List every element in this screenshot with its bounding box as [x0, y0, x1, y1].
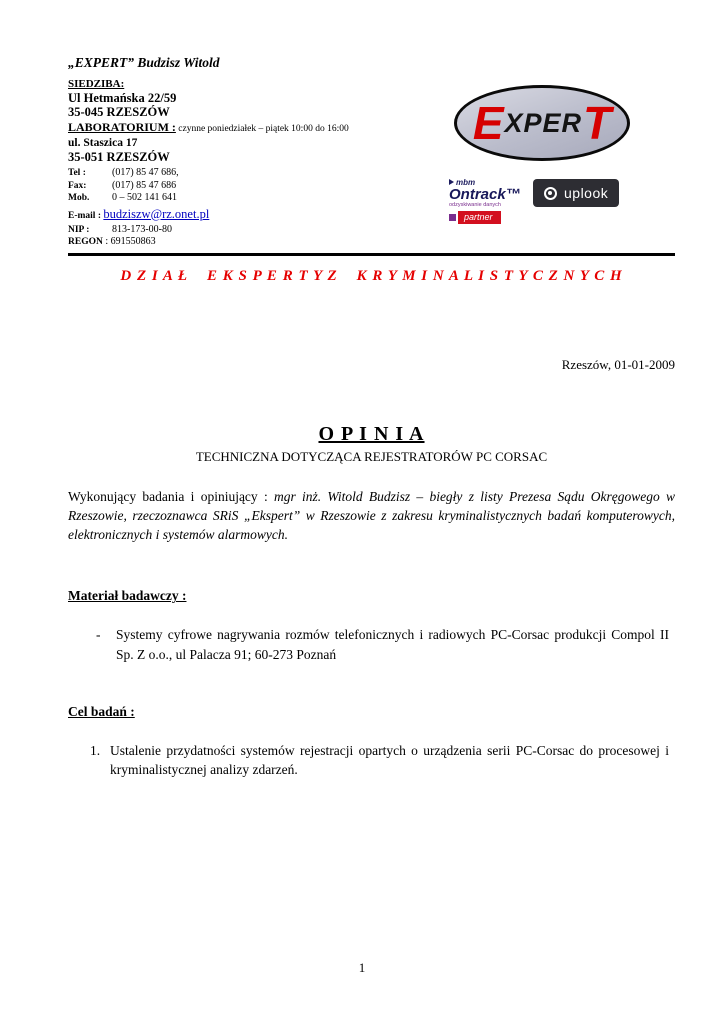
- intro-lead: Wykonujący badania i opiniujący :: [68, 489, 274, 504]
- regon-label: REGON: [68, 236, 103, 247]
- ontrack-wordmark: Ontrack™: [449, 186, 521, 203]
- address-line-2: 35-045 RZESZÓW: [68, 105, 170, 119]
- section-heading-goal: Cel badań :: [68, 703, 135, 719]
- list-item: [68, 625, 675, 663]
- laboratory-hours: czynne poniedziałek – piątek 10:00 do 16:00: [175, 124, 349, 134]
- list-item-text: Systemy cyfrowe nagrywania rozmów telefonicznych i radiowych PC-Corsac produkcji Compol II Sp. Z o.o., ul Palacza 91; 60-273 Poznań: [116, 627, 669, 662]
- list-item: [68, 741, 675, 779]
- fax-value: (017) 85 47 686: [112, 179, 177, 191]
- lab-address-line-2: 35-051 RZESZÓW: [68, 150, 170, 164]
- list-item-text: Ustalenie przydatności systemów rejestracji opartych o urządzenia serii PC-Corsac do procesowej i kryminalistycznej analizy zdarzeń.: [110, 742, 669, 777]
- partner-square-icon: [449, 214, 456, 221]
- list-marker: -: [96, 627, 101, 643]
- company-name: „EXPERT” Budzisz Witold: [68, 55, 220, 70]
- regon-row: [68, 236, 398, 248]
- uplook-logo: [533, 179, 619, 207]
- laboratory-label: LABORATORIUM :: [68, 120, 176, 134]
- expert-logo-letter-e: E: [472, 97, 504, 149]
- tel-label: Tel :: [68, 168, 86, 178]
- partner-label: partner: [458, 211, 501, 224]
- expert-logo-letters-xper: XPER: [504, 107, 583, 138]
- tel-row: [68, 167, 398, 180]
- fax-label: Fax:: [68, 180, 87, 191]
- laboratory-line: [68, 120, 398, 136]
- intro-paragraph: [68, 487, 675, 544]
- section-heading-material: Materiał badawczy :: [68, 588, 187, 604]
- partner-badge: [449, 211, 523, 224]
- regon-value: : 691550863: [105, 235, 156, 247]
- email-row: [68, 207, 398, 224]
- mbm-text: mbm: [456, 178, 476, 187]
- mob-value: 0 – 502 141 641: [112, 192, 177, 203]
- mob-row: [68, 192, 398, 205]
- expert-logo: [454, 85, 630, 161]
- nip-value: 813-173-00-80: [112, 223, 172, 235]
- date-line: Rzeszów, 01-01-2009: [561, 357, 675, 372]
- expert-logo-letter-t: T: [583, 97, 612, 149]
- mbm-triangle-icon: [449, 179, 454, 185]
- letterhead: [68, 55, 675, 247]
- document-title: O P I N I A: [318, 423, 425, 445]
- letterhead-left: [68, 55, 398, 248]
- ontrack-logo: [449, 179, 523, 224]
- uplook-circle-icon: [544, 187, 557, 200]
- ontrack-tagline: odzyskiwanie danych: [449, 202, 501, 208]
- nip-label: NIP :: [68, 224, 90, 235]
- document-subtitle: TECHNICZNA DOTYCZĄCA REJESTRATORÓW PC CORSAC: [195, 449, 548, 464]
- partner-logos-row: [449, 179, 635, 224]
- siedziba-label: SIEDZIBA:: [68, 78, 125, 90]
- tel-value: (017) 85 47 686,: [112, 167, 179, 178]
- email-label: E-mail :: [68, 210, 104, 221]
- page-number: 1: [358, 960, 366, 975]
- mob-label: Mob.: [68, 193, 90, 203]
- letterhead-logos: [449, 85, 635, 224]
- fax-row: [68, 180, 398, 193]
- intro-italic: mgr inż. Witold Budzisz – biegły z listy Prezesa Sądu Okręgowego w Rzeszowie, rzeczoznawca SRiS „Ekspert” w Rzeszowie z zakresu kryminalistycznych badań komputerowych, elektronicznych i systemów alarmowych.: [68, 489, 675, 543]
- division-title: D Z I A Ł E K S P E R T Y Z K R Y M I N A L I S T Y C Z N Y C H: [120, 268, 623, 284]
- list-marker: 1.: [90, 742, 101, 758]
- uplook-wordmark: uplook: [564, 185, 609, 201]
- lab-address-line-1: ul. Staszica 17: [68, 137, 138, 149]
- email-link[interactable]: budziszw@rz.onet.pl: [103, 206, 210, 221]
- address-line-1: Ul Hetmańska 22/59: [68, 91, 177, 105]
- nip-row: [68, 224, 398, 236]
- header-divider: [68, 253, 675, 256]
